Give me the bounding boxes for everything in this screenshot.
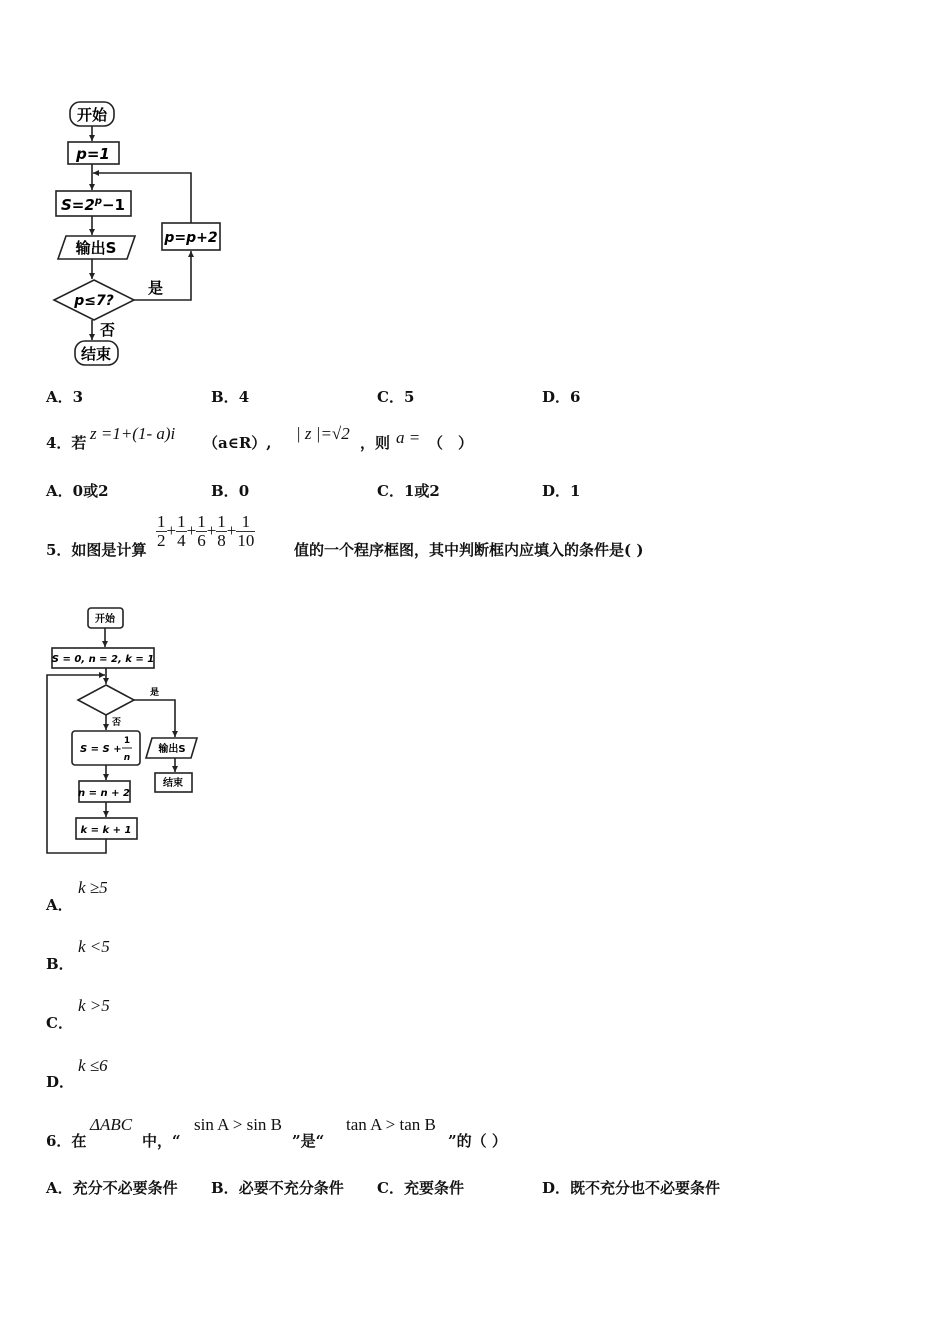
q5-plus: + xyxy=(206,521,217,540)
q5-fraction: $\frac{1}{10}$ xyxy=(237,512,255,550)
q4-paren: （ ） xyxy=(428,434,474,452)
q6-mid2: ”是“ xyxy=(292,1132,325,1150)
q5-plus: + xyxy=(186,521,197,540)
q3-option-c[interactable]: C．5 xyxy=(377,388,415,406)
fc2-update-k-label: k = k + 1 xyxy=(80,825,132,836)
q5-option-d-text[interactable]: k ≤6 xyxy=(78,1056,108,1075)
q6-prefix: 6．在 xyxy=(46,1132,87,1150)
q6-option-d[interactable]: D．既不充分也不必要条件 xyxy=(542,1179,721,1197)
q6-suffix: ”的（ ） xyxy=(448,1132,507,1150)
fc2-condition-diamond xyxy=(78,685,134,715)
q6-condition-1: sin A > sin B xyxy=(194,1115,283,1134)
q5-option-c-letter[interactable]: C． xyxy=(46,1014,73,1032)
q6-mid1: 中，“ xyxy=(142,1132,181,1150)
fc2-update-n-label: n = n + 2 xyxy=(78,788,130,799)
fc2-update-s-label: S = S + xyxy=(80,744,122,755)
fc2-yes-label: 是 xyxy=(150,688,160,698)
q4-then: ，则 xyxy=(360,434,391,452)
fc2-start-label: 开始 xyxy=(95,614,115,625)
q4-unknown: a = xyxy=(396,428,421,447)
fc2-end-label: 结束 xyxy=(163,778,183,789)
q3-option-d[interactable]: D．6 xyxy=(542,388,581,406)
q4-option-d[interactable]: D．1 xyxy=(542,482,581,500)
fc2-init-label: S = 0, n = 2, k = 1 xyxy=(51,654,155,665)
fc2-output-label: 输出S xyxy=(158,744,186,755)
q4-option-b[interactable]: B．0 xyxy=(211,482,250,500)
fc1-end-label: 结束 xyxy=(80,345,112,363)
q5-fraction: $\frac{1}{6}$ xyxy=(197,512,206,550)
q5-option-d-letter[interactable]: D． xyxy=(46,1073,75,1091)
fc1-update-label: p=p+2 xyxy=(164,230,218,246)
q5-suffix: 值的一个程序框图，其中判断框内应填入的条件是( ) xyxy=(294,541,644,559)
fc1-init-label: p=1 xyxy=(76,145,110,163)
q4-option-c[interactable]: C．1或2 xyxy=(377,482,440,500)
q5-plus: + xyxy=(226,521,237,540)
q6-condition-2: tan A > tan B xyxy=(346,1115,436,1134)
q5-prefix: 5．如图是计算 xyxy=(46,541,147,559)
fc1-yes-label: 是 xyxy=(148,279,164,297)
flowchart-2 xyxy=(44,603,204,858)
q5-fraction: $\frac{1}{4}$ xyxy=(177,512,186,550)
q5-plus: + xyxy=(166,521,177,540)
q6-triangle: ΔABC xyxy=(90,1115,133,1134)
q3-option-a[interactable]: A．3 xyxy=(46,388,84,406)
fc1-output-label: 输出S xyxy=(75,239,117,257)
q6-option-c[interactable]: C．充要条件 xyxy=(377,1179,464,1197)
fc2-no-label: 否 xyxy=(112,718,122,728)
fc2-update-s-den: n xyxy=(123,753,131,763)
q5-sum-expression xyxy=(156,513,255,550)
fc1-start-label: 开始 xyxy=(76,106,108,124)
q4-condition: （a∈R）, xyxy=(203,434,272,452)
q5-fraction: $\frac{1}{8}$ xyxy=(217,512,226,550)
q4-expression: z =1+(1- a)i xyxy=(90,424,176,443)
q4-modulus: | z |=√2 xyxy=(296,424,350,443)
q5-fraction: $\frac{1}{2}$ xyxy=(157,512,166,550)
flowchart-1 xyxy=(48,95,238,370)
fc1-compute-label: $S=2^p-1$ xyxy=(61,196,125,214)
q6-option-b[interactable]: B．必要不充分条件 xyxy=(211,1179,344,1197)
fc1-condition-label: p≤7? xyxy=(74,293,114,309)
q3-option-b[interactable]: B．4 xyxy=(211,388,250,406)
q5-option-b-letter[interactable]: B． xyxy=(46,955,74,973)
q4-prefix: 4．若 xyxy=(46,434,87,452)
q5-option-c-text[interactable]: k >5 xyxy=(78,996,110,1015)
q5-option-a-text[interactable]: k ≥5 xyxy=(78,878,108,897)
q6-option-a[interactable]: A．充分不必要条件 xyxy=(46,1179,178,1197)
q5-option-b-text[interactable]: k <5 xyxy=(78,937,110,956)
q5-option-a-letter[interactable]: A． xyxy=(46,896,73,914)
fc1-no-label: 否 xyxy=(100,321,116,339)
fc2-update-s-num: 1 xyxy=(123,736,131,746)
q4-option-a[interactable]: A．0或2 xyxy=(46,482,109,500)
